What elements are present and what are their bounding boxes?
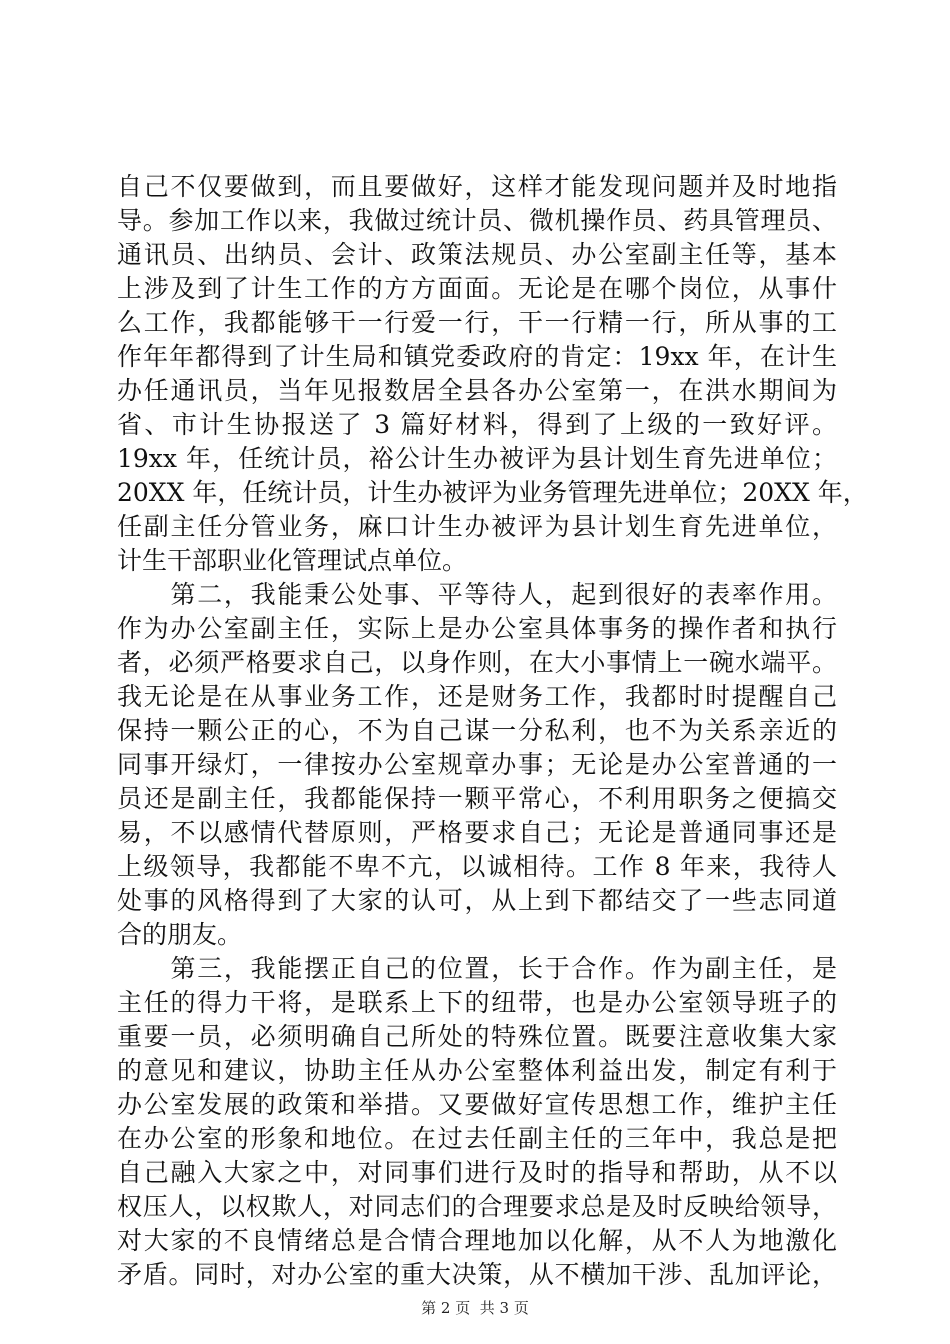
text-line: 保持一颗公正的心，不为自己谋一分私利，也不为关系亲近的	[117, 716, 837, 745]
text-line: 上级领导，我都能不卑不亢，以诚相待。工作 8 年来，我待人	[117, 852, 837, 881]
text-line: 作年年都得到了计生局和镇党委政府的肯定：19xx 年，在计生	[117, 342, 837, 371]
text-line: 主任的得力干将，是联系上下的纽带，也是办公室领导班子的	[117, 988, 837, 1017]
text-line: 自己融入大家之中，对同事们进行及时的指导和帮助，从不以	[117, 1158, 837, 1187]
text-line: 对大家的不良情绪总是合情合理地加以化解，从不人为地激化	[117, 1226, 837, 1255]
text-line: 员还是副主任，我都能保持一颗平常心，不利用职务之便搞交	[117, 784, 837, 813]
text-line: 计生干部职业化管理试点单位。	[117, 546, 468, 575]
text-line: 通讯员、出纳员、会计、政策法规员、办公室副主任等，基本	[117, 240, 837, 269]
text-line: 第三，我能摆正自己的位置，长于合作。作为副主任，是	[117, 954, 837, 983]
text-line: 我无论是在从事业务工作，还是财务工作，我都时时提醒自己	[117, 682, 837, 711]
text-line: 办任通讯员，当年见报数居全县各办公室第一，在洪水期间为	[117, 376, 837, 405]
text-line: 矛盾。同时，对办公室的重大决策，从不横加干涉、乱加评论，	[117, 1260, 837, 1289]
text-line: 在办公室的形象和地位。在过去任副主任的三年中，我总是把	[117, 1124, 837, 1153]
text-line: 同事开绿灯，一律按办公室规章办事；无论是办公室普通的一	[117, 750, 837, 779]
text-line: 重要一员，必须明确自己所处的特殊位置。既要注意收集大家	[117, 1022, 837, 1051]
text-line: 合的朋友。	[117, 920, 243, 949]
text-line: 处事的风格得到了大家的认可，从上到下都结交了一些志同道	[117, 886, 837, 915]
document-body	[117, 170, 868, 1292]
text-line: 第二，我能秉公处事、平等待人，起到很好的表率作用。	[117, 580, 837, 609]
text-line: 办公室发展的政策和举措。又要做好宣传思想工作，维护主任	[117, 1090, 837, 1119]
text-line: 任副主任分管业务，麻口计生办被评为县计划生育先进单位，	[117, 512, 837, 541]
text-line: 自己不仅要做到，而且要做好，这样才能发现问题并及时地指	[117, 172, 837, 201]
text-line: 20XX 年，任统计员，计生办被评为业务管理先进单位；20XX 年，	[117, 478, 868, 507]
text-line: 么工作，我都能够干一行爱一行，干一行精一行，所从事的工	[117, 308, 837, 337]
text-line: 19xx 年，任统计员，裕公计生办被评为县计划生育先进单位；	[117, 444, 837, 473]
text-line: 作为办公室副主任，实际上是办公室具体事务的操作者和执行	[117, 614, 837, 643]
text-line: 易，不以感情代替原则，严格要求自己；无论是普通同事还是	[117, 818, 837, 847]
text-line: 的意见和建议，协助主任从办公室整体利益出发，制定有利于	[117, 1056, 837, 1085]
text-line: 省、市计生协报送了 3 篇好材料，得到了上级的一致好评。	[117, 410, 837, 439]
text-line: 导。参加工作以来，我做过统计员、微机操作员、药具管理员、	[117, 206, 837, 235]
text-line: 者，必须严格要求自己，以身作则，在大小事情上一碗水端平。	[117, 648, 837, 677]
text-line: 上涉及到了计生工作的方方面面。无论是在哪个岗位，从事什	[117, 274, 837, 303]
text-line: 权压人，以权欺人，对同志们的合理要求总是及时反映给领导，	[117, 1192, 837, 1221]
page-footer: 第 2 页 共 3 页	[421, 1299, 529, 1317]
